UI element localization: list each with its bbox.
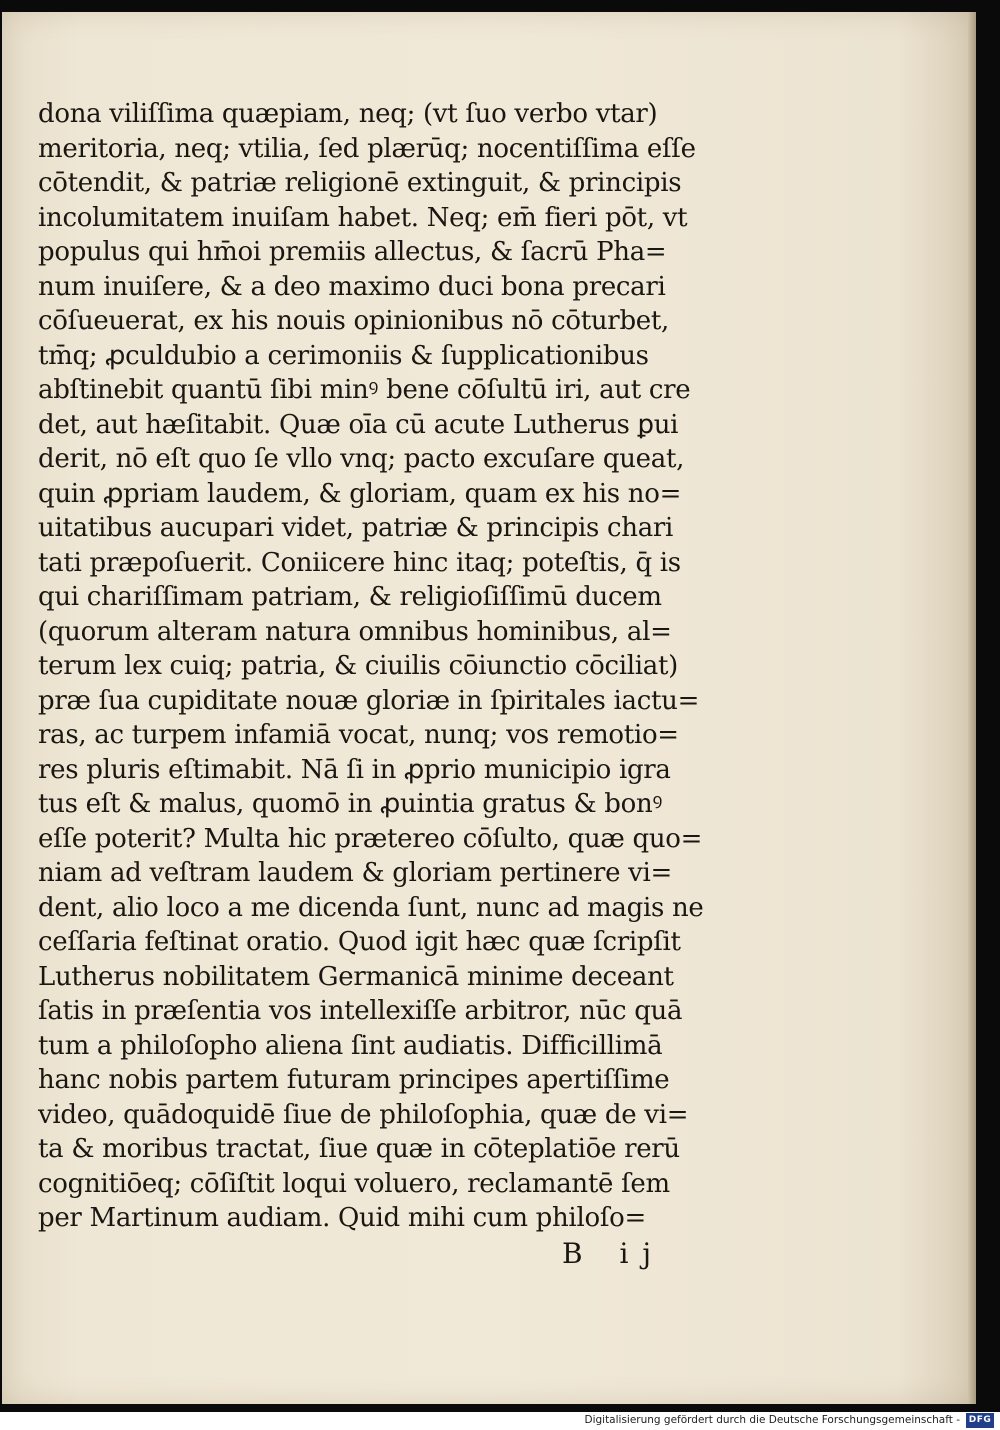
text-line: (quorum alteram natura omnibus hominibus, al= [38, 616, 672, 647]
text-line: terum lex cuiq; patria, & ciuilis cōiunctio cōciliat) [38, 651, 678, 681]
body-text [38, 97, 738, 1236]
funding-credit: Digitalisierung gefördert durch die Deutsche Forschungsgemeinschaft - [584, 1414, 960, 1426]
text-line: num inuiſere, & a deo maximo duci bona precari [38, 271, 666, 302]
text-line: uitatibus aucupari videt, patriæ & principis chari [38, 513, 674, 543]
text-line: tus eſt & malus, quomō in ꝓuintia gratus & bonꝰ [38, 789, 663, 819]
text-line: ceſſaria feſtinat oratio. Quod igit hæc quæ ſcripſit [38, 927, 681, 957]
text-line: cognitiōeq; cōſiſtit loqui voluero, reclamantē ſem [38, 1168, 670, 1199]
text-line: det, aut hæſitabit. Quæ oīa cū acute Lutherus ꝑui [38, 409, 679, 440]
text-line: meritoria, neq; vtilia, ſed plærūq; nocentiſſima eſſe [38, 133, 696, 164]
text-line: cōtendit, & patriæ religionē extinguit, & principis [38, 168, 682, 198]
text-line: abſtinebit quantū ſibi minꝰ bene cōſultū iri, aut cre [38, 375, 691, 405]
text-line: ta & moribus tractat, ſiue quæ in cōteplatiōe rerū [38, 1134, 680, 1164]
text-line: ras, ac turpem infamiā vocat, nunq; vos remotio= [38, 720, 679, 750]
text-line: Lutherus nobilitatem Germanicā minime deceant [38, 961, 674, 992]
text-line: tati præpoſuerit. Coniicere hinc itaq; poteſtis, q̄ is [38, 547, 681, 578]
signature-mark: B ij [562, 1237, 666, 1270]
book-page [2, 12, 976, 1404]
text-line: video, quādoquidē ſiue de philoſophia, quæ de vi= [38, 1099, 689, 1130]
text-line: eſſe poterit? Multa hic prætereo cōſulto, quæ quo= [38, 823, 703, 854]
footer-bar [0, 1412, 1000, 1430]
text-line: ſatis in præſentia vos intellexiſſe arbitror, nūc quā [38, 996, 683, 1026]
text-line: præ ſua cupiditate nouæ gloriæ in ſpiritales iactu= [38, 685, 700, 716]
text-line: res pluris eſtimabit. Nā ſi in ꝓprio municipio igra [38, 754, 671, 785]
text-line: per Martinum audiam. Quid mihi cum philoſo= [38, 1203, 646, 1233]
text-line: incolumitatem inuiſam habet. Neq; em̄ fieri pōt, vt [38, 202, 688, 233]
text-line: dona viliſſima quæpiam, neq; (vt ſuo verbo vtar) [38, 99, 658, 129]
text-line: dent, alio loco a me dicenda ſunt, nunc ad magis ne [38, 892, 704, 923]
text-line: derit, nō eſt quo ſe vllo vnq; pacto excuſare queat, [38, 444, 685, 474]
text-line: tm̄q; ꝓculdubio a cerimoniis & ſupplicationibus [38, 340, 649, 371]
page-edge [968, 12, 976, 1404]
text-line: cōſueuerat, ex his nouis opinionibus nō cōturbet, [38, 306, 669, 336]
text-line: niam ad veſtram laudem & gloriam pertinere vi= [38, 858, 673, 888]
text-line: qui chariſſimam patriam, & religioſiſſimū ducem [38, 582, 662, 612]
text-line: populus qui hm̄oi premiis allectus, & ſacrū Pha= [38, 237, 667, 267]
text-line: tum a philoſopho aliena ſint audiatis. Difficillimā [38, 1030, 663, 1061]
text-line: quin ꝓpriam laudem, & gloriam, quam ex his no= [38, 478, 682, 509]
text-line: hanc nobis partem futuram principes apertiſſime [38, 1065, 670, 1095]
dfg-logo-icon: DFG [966, 1413, 994, 1428]
